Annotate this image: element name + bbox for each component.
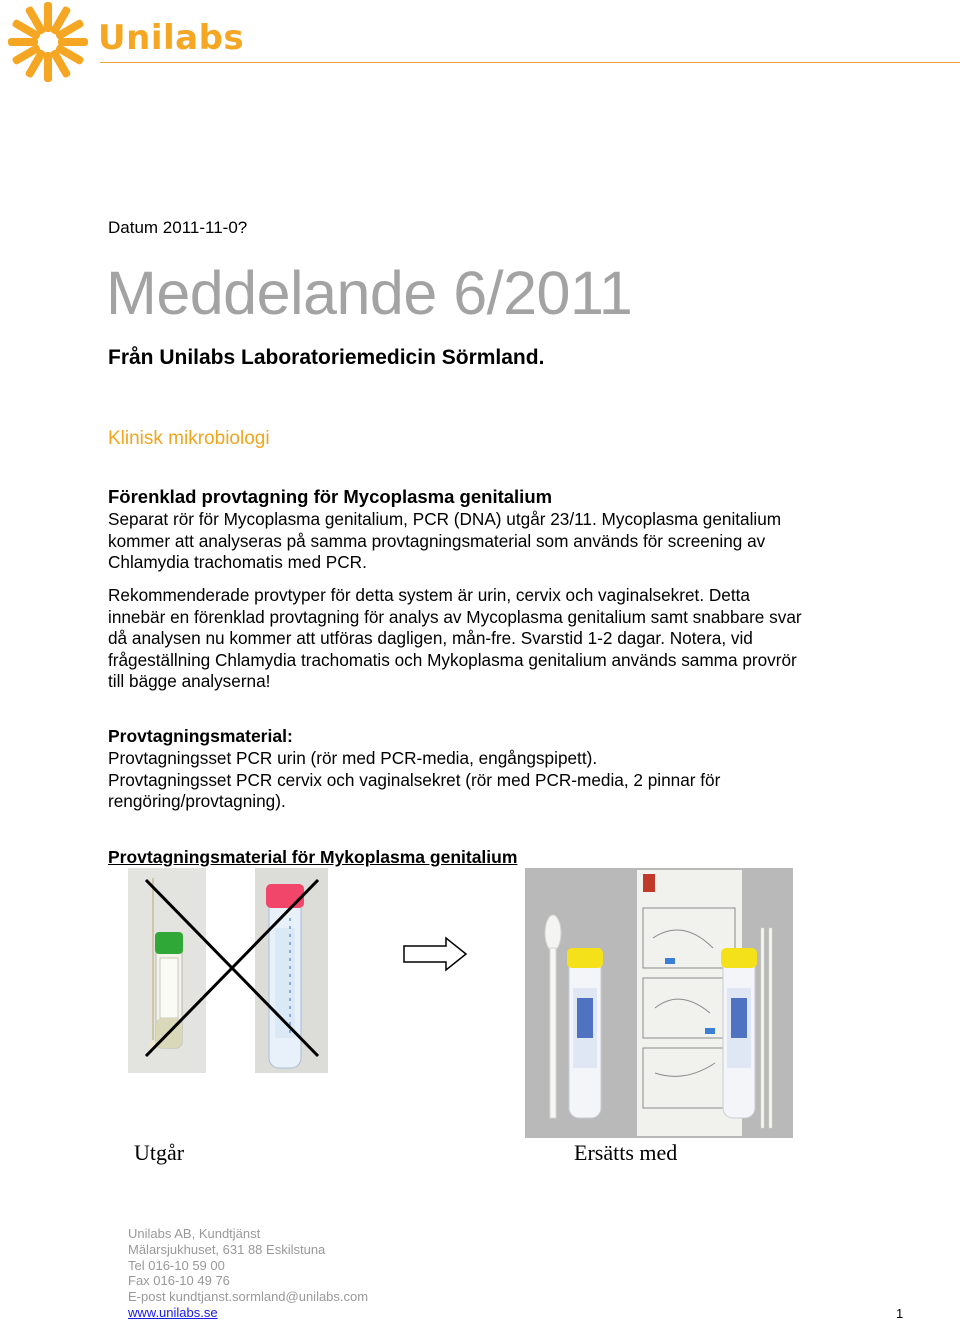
footer-line: Fax 016-10 49 76 (128, 1273, 230, 1289)
section-heading: Klinisk mikrobiologi (108, 428, 270, 449)
paragraph-line: då analysen nu kommer att utföras dagligen, mån-fre. Svarstid 1-2 dagar. Notera, vid (108, 628, 753, 648)
page-number: 1 (896, 1306, 904, 1321)
logo-wordmark: Unilabs (98, 18, 245, 58)
paragraph-line: innebär en förenklad provtagning för analys av Mycoplasma genitalium samt snabbare svar (108, 606, 802, 627)
footer-line: Tel 016-10 59 00 (128, 1257, 225, 1273)
website-link[interactable]: www.unilabs.se (128, 1304, 218, 1320)
material-line: rengöring/provtagning). (108, 791, 286, 811)
caption-replacement: Ersätts med (574, 1140, 678, 1165)
replacement-arrow-icon (402, 936, 468, 972)
subtitle: Från Unilabs Laboratoriemedicin Sörmland. (108, 346, 545, 369)
footer-line: E-post kundtjanst.sormland@unilabs.com (128, 1289, 369, 1305)
article-heading: Förenklad provtagning för Mycoplasma genitalium (108, 486, 553, 507)
material-list (108, 748, 908, 813)
article-paragraph-2 (108, 585, 908, 693)
footer-contact (128, 1226, 368, 1321)
footer-line: Unilabs AB, Kundtjänst (128, 1226, 261, 1241)
header-divider (100, 62, 960, 63)
paragraph-line: till bägge analyserna! (108, 671, 271, 691)
caption-removed: Utgår (134, 1140, 185, 1165)
paragraph-line: kommer att analyseras på samma provtagningsmaterial som används för screening av (108, 530, 766, 551)
paragraph-line: Separat rör för Mycoplasma genitalium, PCR (DNA) utgår 23/11. Mycoplasma genitalium (108, 509, 782, 529)
paragraph-line: frågeställning Chlamydia trachomatis och Mykoplasma genitalium används samma provrör (108, 649, 797, 670)
material-heading: Provtagningsmaterial: (108, 726, 293, 746)
footer-line: Mälarsjukhuset, 631 88 Eskilstuna (128, 1241, 326, 1257)
paragraph-line: Chlamydia trachomatis med PCR. (108, 552, 367, 572)
new-sample-kit-photo (525, 868, 793, 1138)
material-line: Provtagningsset PCR cervix och vaginalsekret (rör med PCR-media, 2 pinnar för (108, 769, 721, 790)
figure-heading: Provtagningsmaterial för Mykoplasma genitalium (108, 847, 518, 867)
material-line: Provtagningsset PCR urin (rör med PCR-media, engångspipett). (108, 748, 598, 768)
unilabs-logo (4, 0, 94, 86)
article-paragraph-1 (108, 509, 908, 574)
paragraph-line: Rekommenderade provtyper för detta system är urin, cervix och vaginalsekret. Detta (108, 585, 750, 605)
old-sample-tubes-photo (128, 868, 328, 1073)
page-title: Meddelande 6/2011 (106, 259, 633, 327)
date-line: Datum 2011-11-0? (108, 218, 248, 237)
sunburst-logo-icon (4, 0, 94, 86)
